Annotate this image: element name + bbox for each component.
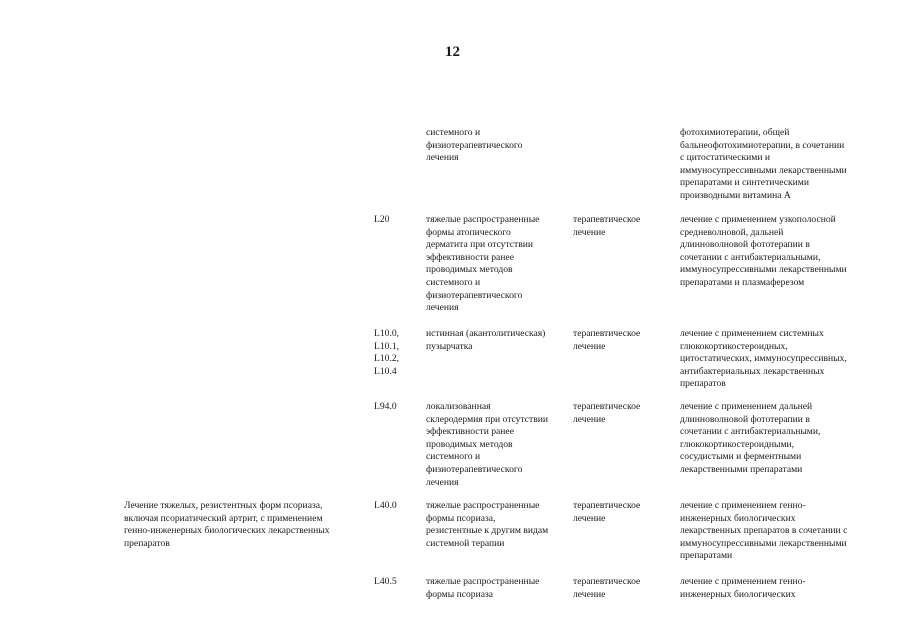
table-row bbox=[0, 328, 905, 401]
treatment-method-cell: лечение с применением генно- инженерных биологических bbox=[680, 576, 806, 600]
treatment-type-cell: терапевтическое лечение bbox=[573, 500, 641, 524]
page-number: 12 bbox=[445, 44, 460, 60]
treatment-type-cell: терапевтическое лечение bbox=[573, 576, 641, 600]
patient-model-cell: тяжелые распространенные формы псориаза, резистентные к другим видам системной терапии bbox=[426, 500, 549, 549]
icd-code-cell: L10.0, L10.1, L10.2, L10.4 bbox=[374, 328, 400, 377]
patient-model-cell: истинная (акантолитическая) пузырчатка bbox=[426, 328, 546, 352]
patient-model-cell: тяжелые распространенные формы псориаза bbox=[426, 576, 540, 600]
icd-code-cell: L94.0 bbox=[374, 401, 397, 412]
treatment-method-cell: лечение с применением системных глюкокортикостероидных, цитостатических, иммуносупрессивных, антибактериальных лекарственных препаратов bbox=[680, 328, 847, 390]
icd-code-cell: L40.0 bbox=[374, 500, 397, 511]
patient-model-cell: системного и физиотерапевтического лечения bbox=[426, 127, 523, 164]
treatment-method-cell: фотохимиотерапии, общей бальнеофотохимиотерапии, в сочетании с цитостатическими и иммуносупрессивными лекарственными препаратами и синтетическими производными витамина А bbox=[680, 127, 847, 201]
icd-code-cell: L20 bbox=[374, 214, 390, 225]
table-row bbox=[0, 500, 905, 576]
treatment-type-cell: терапевтическое лечение bbox=[573, 214, 641, 238]
table-row bbox=[0, 401, 905, 500]
patient-model-cell: тяжелые распространенные формы атопического дерматита при отсутствии эффективности ранее проводимых методов системного и физиотерапевтического лечения bbox=[426, 214, 540, 314]
treatment-table bbox=[0, 127, 905, 606]
treatment-method-cell: лечение с применением узкополосной средневолновой, дальней длинноволновой фототерапии в сочетании с антибактериальными, иммуносупрессивными лекарственными препаратами и плазмаферезом bbox=[680, 214, 847, 288]
treatment-type-cell: терапевтическое лечение bbox=[573, 328, 641, 352]
profile-cell: Лечение тяжелых, резистентных форм псориаза, включая псориатический артрит, с применением генно-инженерных биологических лекарственных препаратов bbox=[124, 500, 330, 549]
treatment-type-cell: терапевтическое лечение bbox=[573, 401, 641, 425]
treatment-method-cell: лечение с применением генно- инженерных биологических лекарственных препаратов в сочетании с иммуносупрессивными лекарственными препаратами bbox=[680, 500, 848, 562]
table-row bbox=[0, 127, 905, 214]
table-row bbox=[0, 214, 905, 328]
table-row bbox=[0, 576, 905, 606]
treatment-method-cell: лечение с применением дальней длинноволновой фототерапии в сочетании с антибактериальными, глюкокортикостероидными, сосудистыми и ферментными лекарственными препаратами bbox=[680, 401, 821, 475]
patient-model-cell: локализованная склеродермия при отсутствии эффективности ранее проводимых методов системного и физиотерапевтического лечения bbox=[426, 401, 549, 488]
icd-code-cell: L40.5 bbox=[374, 576, 397, 587]
